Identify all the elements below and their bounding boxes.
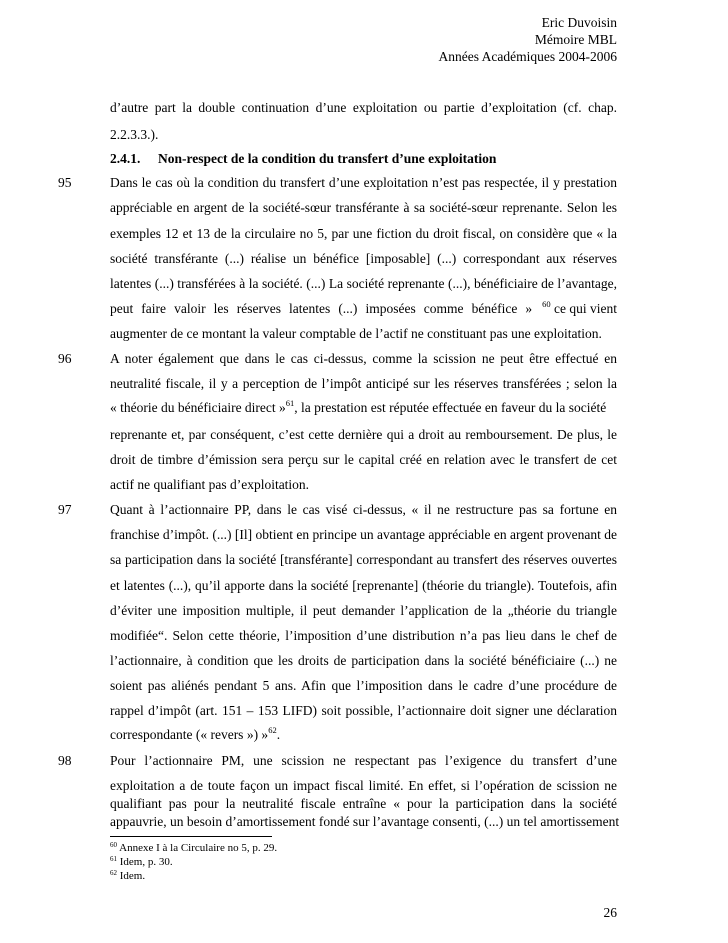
footnote — [110, 856, 173, 868]
paragraph-line: soient pas aliénés pendant 5 ans. Afin que l’imposition dans le cadre d’une procédure de — [110, 678, 617, 693]
paragraph-line: et latentes (...), qu’il apporte dans la société [reprenante] (théorie du triangle). Toutefois, afin — [110, 578, 617, 593]
paragraph-line: A noter également que dans le cas ci-dessus, comme la scission ne peut être effectué en — [110, 351, 617, 366]
page-number: 26 — [603, 905, 617, 920]
footnote-ref: 60 — [542, 299, 551, 309]
section-heading — [110, 151, 617, 167]
paragraph-line: Dans le cas où la condition du transfert d’une exploitation n’est pas respectée, il y prestation — [110, 175, 617, 190]
line-text: correspondante (« revers ») » — [110, 727, 269, 742]
line-text: « théorie du bénéficiaire direct » — [110, 400, 286, 415]
header-author: Eric Duvoisin — [541, 15, 617, 30]
line-tail: ce qui vient — [554, 301, 617, 316]
paragraph-line: l’actionnaire, à condition que les droits de participation dans la société bénéficiaire (...) ne — [110, 653, 617, 668]
footnote — [110, 870, 145, 882]
paragraph-number: 98 — [58, 753, 72, 768]
header-thesis: Mémoire MBL — [534, 32, 617, 47]
page-header — [297, 14, 617, 65]
footnote-text: Idem, p. 30. — [119, 856, 173, 868]
paragraph-number: 97 — [58, 502, 72, 517]
paragraph-line: appauvrie, un besoin d’amortissement fondé sur l’avantage consenti, (...) un tel amortissement — [110, 814, 620, 829]
line-text: peut faire valoir les réserves latentes (...) imposées comme bénéfice » — [110, 301, 533, 316]
line-tail: . — [276, 727, 281, 742]
header-years: Années Académiques 2004-2006 — [438, 49, 617, 64]
line-tail: , la prestation est réputée effectuée en faveur du la société — [294, 400, 607, 415]
paragraph-line: droit de timbre d’émission sera perçu sur le capital créé en relation avec le transfert de cet — [110, 452, 617, 467]
intro-line: 2.2.3.3.). — [110, 127, 159, 142]
paragraph-number: 95 — [58, 175, 72, 190]
paragraph-line — [110, 400, 617, 416]
intro-line: d’autre part la double continuation d’une exploitation ou partie d’exploitation (cf. chap. — [110, 100, 617, 115]
footnote-number: 61 — [110, 855, 117, 863]
paragraph-line: neutralité fiscale, il y a perception de l’impôt anticipé sur les réserves transférées ; selon la — [110, 376, 617, 391]
paragraph-line: rappel d’impôt (art. 151 – 153 LIFD) soit possible, l’actionnaire doit signer une déclaration — [110, 703, 617, 718]
paragraph-line: exploitation a de toute façon un impact fiscal limité. En effet, si l’opération de scission ne — [110, 778, 617, 793]
paragraph-line — [110, 295, 617, 317]
footnote — [110, 842, 277, 854]
paragraph-line: franchise d’impôt. (...) [Il] obtient en principe un avantage appréciable en argent provenant de — [110, 527, 617, 542]
paragraph-line: reprenante et, par conséquent, c’est cette dernière qui a droit au remboursement. De plus, le — [110, 427, 617, 442]
paragraph-line: Pour l’actionnaire PM, une scission ne respectant pas l’exigence du transfert d’une — [110, 753, 617, 768]
paragraph-line — [110, 727, 617, 743]
paragraph-line: sa participation dans la société [transférante] correspondant au transfert des réserves ouvertes — [110, 552, 617, 567]
paragraph-line: exemples 12 et 13 de la circulaire no 5, par une fiction du droit fiscal, on considère que « la — [110, 226, 617, 241]
footnote-text: Idem. — [119, 870, 146, 882]
paragraph-line: appréciable en argent de la société-sœur transférante à sa société-sœur reprenante. Selon les — [110, 200, 617, 215]
paragraph-line: d’éviter une imposition multiple, il peut demander l’application de la „théorie du triangle — [110, 603, 617, 618]
footnote-separator — [110, 836, 272, 837]
paragraph-line: latentes (...) transférées à la société. (...) La société reprenante (...), bénéficiaire de l’avantage, — [110, 276, 617, 291]
paragraph-line: Quant à l’actionnaire PP, dans le cas visé ci-dessus, « il ne restructure pas sa fortune en — [110, 502, 617, 517]
section-title: Non-respect de la condition du transfert d’une exploitation — [158, 151, 497, 166]
paragraph-line: actif ne qualifiant pas d’exploitation. — [110, 477, 310, 492]
footnote-text: Annexe I à la Circulaire no 5, p. 29. — [119, 842, 278, 854]
footnote-number: 60 — [110, 841, 117, 849]
paragraph-line: augmenter de ce montant la valeur comptable de l’actif ne constituant pas une exploitation. — [110, 326, 602, 341]
section-number: 2.4.1. — [110, 151, 141, 166]
paragraph-line: qualifiant pas pour la neutralité fiscale entraîne « pour la participation dans la société — [110, 796, 617, 811]
paragraph-line: société transférante (...) réalise un bénéfice [imposable] (...) correspondant aux réserves — [110, 251, 617, 266]
footnote-number: 62 — [110, 869, 117, 877]
paragraph-number: 96 — [58, 351, 72, 366]
footnote-ref: 61 — [285, 398, 295, 408]
footnote-ref: 62 — [268, 725, 277, 735]
paragraph-line: modifiée“. Selon cette théorie, l’imposition d’une distribution n’a pas lieu dans le chef de — [110, 628, 617, 643]
